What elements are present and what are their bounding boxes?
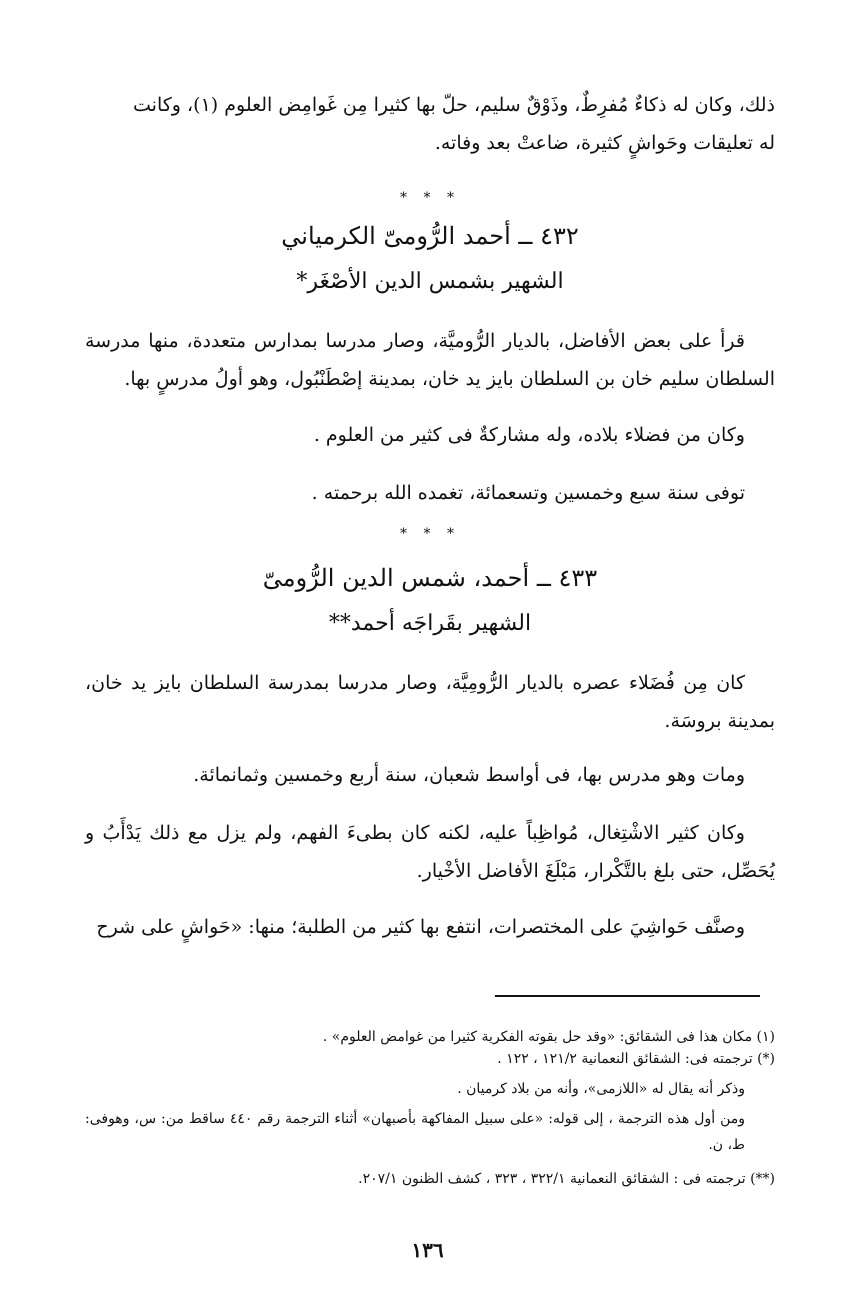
- entry-subtitle: الشهير بقَراجَه أحمد**: [328, 611, 532, 636]
- footnote: ومن أول هذه الترجمة ، إلى قوله: «على سبيل المفاكهة بأصبهان» أثناء الترجمة رقم ٤٤٠ ساقط من: س، وهوفى: ط، ن.: [85, 1111, 745, 1153]
- section-separator: * * *: [400, 190, 460, 206]
- footnote: (*) ترجمته فى: الشقائق النعمانية ١٢١/٢ ، ١٢٢ .: [497, 1051, 775, 1067]
- footnote: وذكر أنه يقال له «اللازمى»، وأنه من بلاد كرميان .: [457, 1081, 745, 1097]
- entry-paragraph: كان مِن فُضَلاء عصره بالديار الرُّومِيَّة، وصار مدرسا بمدرسة السلطان بايز يد خان، بمدينة بروسَة.: [85, 672, 775, 732]
- entry-paragraph: توفى سنة سبع وخمسين وتسعمائة، تغمده الله برحمته .: [311, 482, 745, 504]
- entry-paragraph: قرأ على بعض الأفاضل، بالديار الرُّوميَّة، وصار مدرسا بمدارس متعددة، منها مدرسة السلطان سليم خان بن السلطان بايز يد خان، بمدينة إصْطَنْبُول، وهو أولُ مدرسٍ بها.: [85, 330, 775, 390]
- intro-line: ذلك، وكان له ذكاءٌ مُفرِطٌ، وذَوْقٌ سليم، حلّ بها كثيرا مِن غَوامِض العلوم (١)، وكانت: [133, 94, 775, 116]
- entry-paragraph: ومات وهو مدرس بها، فى أواسط شعبان، سنة أربع وخمسين وثمانمائة.: [193, 764, 745, 786]
- footnote: (**) ترجمته فى : الشقائق النعمانية ٣٢٢/١ ، ٣٢٣ ، كشف الظنون ٢٠٧/١.: [358, 1171, 775, 1187]
- footnote-rule: [495, 995, 760, 997]
- entry-subtitle: الشهير بشمس الدين الأصْغَر*: [296, 269, 564, 294]
- intro-paragraph: [85, 86, 775, 162]
- entry-title: ٤٣٢ ــ أحمد الرُّومىّ الكرمياني: [281, 222, 579, 250]
- entry-title: ٤٣٣ ــ أحمد، شمس الدين الرُّومىّ: [262, 564, 598, 592]
- section-separator: * * *: [400, 526, 460, 542]
- entry-paragraph: وصنَّف حَواشِيَ على المختصرات، انتفع بها كثير من الطلبة؛ منها: «حَواشٍ على شرح: [96, 916, 745, 938]
- intro-line: له تعليقات وحَواشٍ كثيرة، ضاعتْ بعد وفاته.: [434, 132, 775, 154]
- entry-paragraph: وكان من فضلاء بلاده، وله مشاركةٌ فى كثير من العلوم .: [313, 424, 745, 446]
- page-number: ١٣٦: [411, 1238, 444, 1262]
- footnote: (١) مكان هذا فى الشقائق: «وقد حل بقوته الفكرية كثيرا من غوامض العلوم» .: [322, 1029, 775, 1045]
- entry-paragraph: وكان كثير الاشْتِغال، مُواظِباً عليه، لكنه كان بطىءَ الفهم، ولم يزل مع ذلك يَدْأَبُ و يُحَصِّل، حتى بلغ بالتَّكْرار، مَبْلَغَ الأفاضل الأخْيار.: [85, 822, 775, 882]
